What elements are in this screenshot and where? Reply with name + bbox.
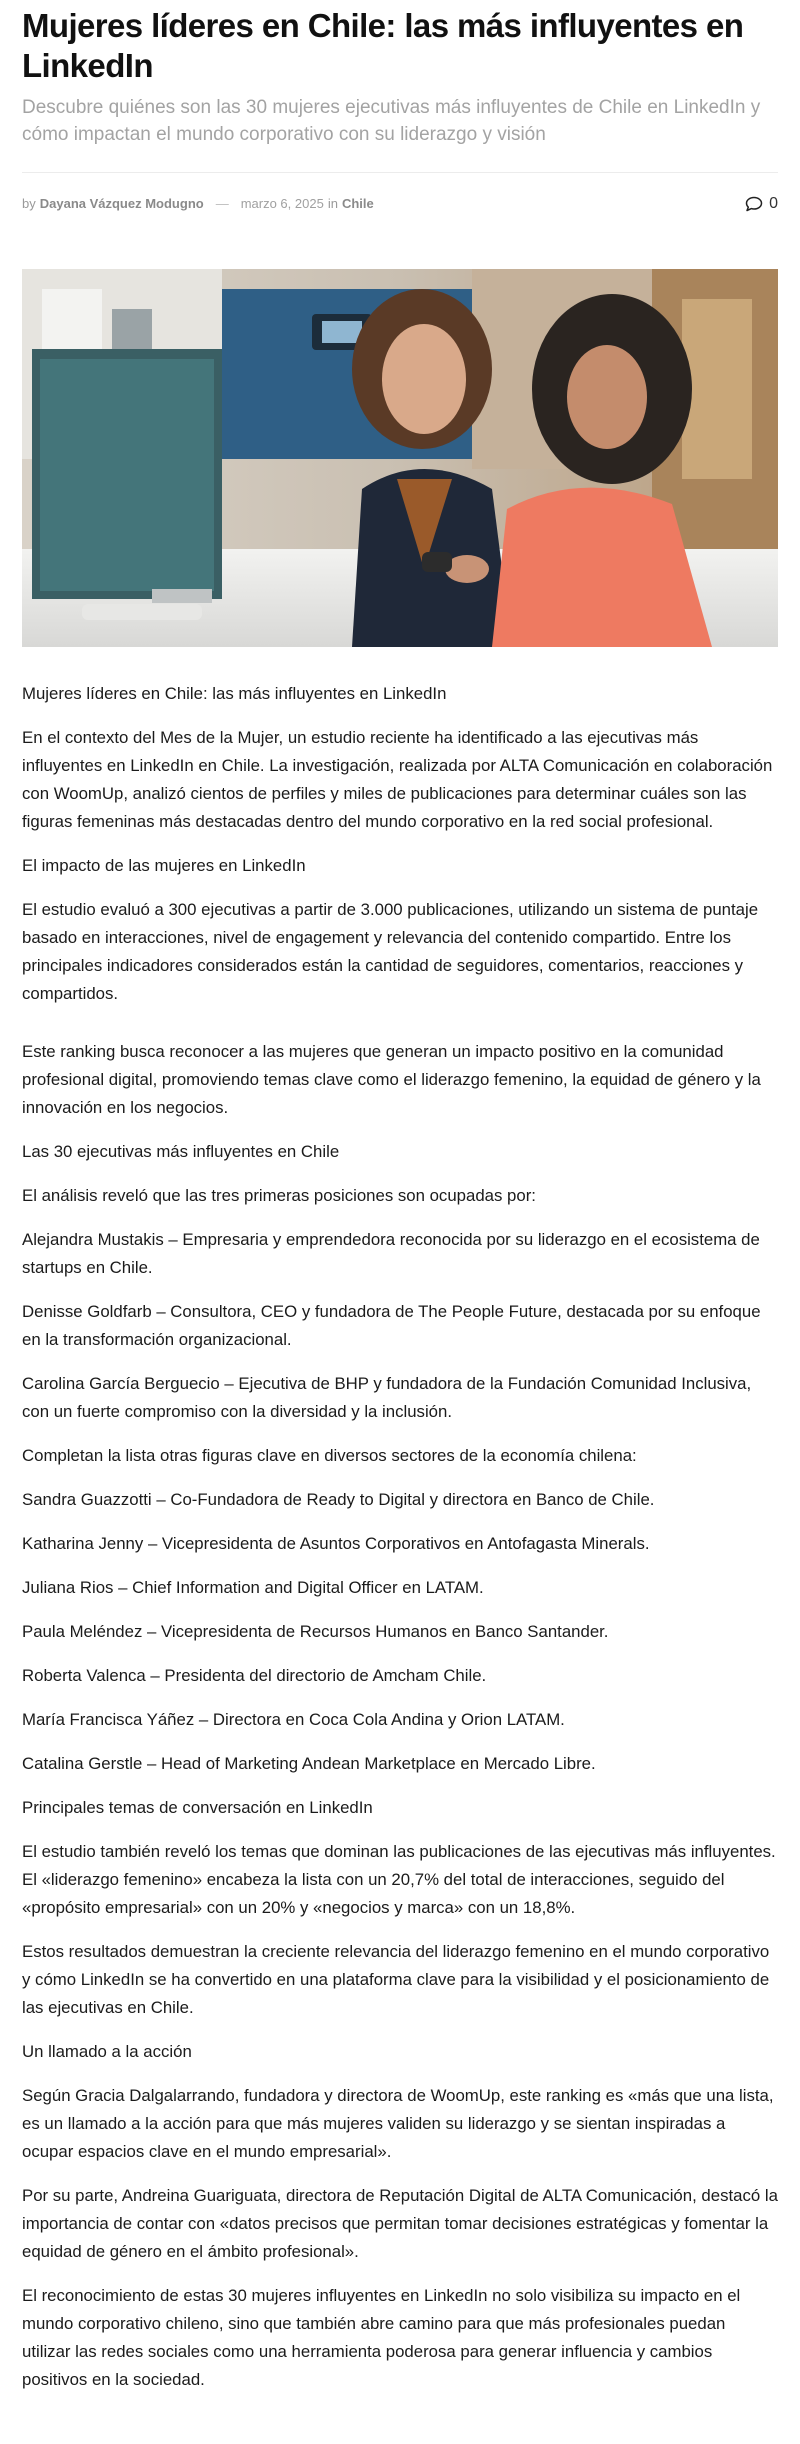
- paragraph: El análisis reveló que las tres primeras posiciones son ocupadas por:: [22, 1186, 536, 1205]
- paragraph: Según Gracia Dalgalarrando, fundadora y directora de WoomUp, este ranking es «más que una lista, es un llamado a la acción para que más mujeres validen su liderazgo y se sientan inspiradas a ocupar espacios clave en el mundo empresarial».: [22, 2086, 774, 2161]
- date-link[interactable]: marzo 6, 2025: [240, 196, 324, 211]
- meta-separator: —: [215, 196, 229, 211]
- paragraph: El reconocimiento de estas 30 mujeres influyentes en LinkedIn no solo visibiliza su impacto en el mundo corporativo chileno, sino que también abre camino para que más profesionales puedan utilizar las redes sociales como una herramienta poderosa para generar influencia y cambios positivos en la sociedad.: [22, 2286, 741, 2389]
- article-image: [22, 269, 778, 647]
- list-item: Katharina Jenny – Vicepresidenta de Asuntos Corporativos en Antofagasta Minerals.: [22, 1534, 650, 1553]
- paragraph: El estudio también reveló los temas que dominan las publicaciones de las ejecutivas más influyentes. El «liderazgo femenino» encabeza la lista con un 20,7% del total de interacciones, seguido del «propósito empresarial» con un 20% y «negocios y marca» con un 18,8%.: [22, 1842, 776, 1917]
- article-meta: [22, 172, 778, 234]
- meta-info: [22, 196, 374, 211]
- paragraph: El estudio evaluó a 300 ejecutivas a partir de 3.000 publicaciones, utilizando un sistema de puntaje basado en interacciones, nivel de engagement y relevancia del contenido compartido. Entre los principales indicadores considerados están la cantidad de seguidores, comentarios, reacciones y compartidos.: [22, 900, 759, 1003]
- list-item: María Francisca Yáñez – Directora en Coca Cola Andina y Orion LATAM.: [22, 1710, 565, 1729]
- comments-link[interactable]: [745, 195, 778, 213]
- list-item: Catalina Gerstle – Head of Marketing Andean Marketplace en Mercado Libre.: [22, 1754, 596, 1773]
- list-item: Carolina García Berguecio – Ejecutiva de BHP y fundadora de la Fundación Comunidad Inclusiva, con un fuerte compromiso con la diversidad y la inclusión.: [22, 1374, 752, 1421]
- paragraph: Estos resultados demuestran la creciente relevancia del liderazgo femenino en el mundo corporativo y cómo LinkedIn se ha convertido en una plataforma clave para la visibilidad y el posicionamiento de las ejecutivas en Chile.: [22, 1942, 770, 2017]
- meta-in: in: [327, 196, 338, 211]
- paragraph: Completan la lista otras figuras clave en diversos sectores de la economía chilena:: [22, 1446, 637, 1465]
- speech-bubble-icon: [745, 196, 763, 212]
- list-item: Sandra Guazzotti – Co-Fundadora de Ready to Digital y directora en Banco de Chile.: [22, 1490, 655, 1509]
- category-link[interactable]: Chile: [341, 196, 374, 211]
- list-item: Roberta Valenca – Presidenta del directorio de Amcham Chile.: [22, 1666, 487, 1685]
- paragraph: Este ranking busca reconocer a las mujeres que generan un impacto positivo en la comunidad profesional digital, promoviendo temas clave como el liderazgo femenino, la equidad de género y la innovación en los negocios.: [22, 1042, 761, 1117]
- paragraph: Por su parte, Andreina Guariguata, directora de Reputación Digital de ALTA Comunicación, destacó la importancia de contar con «datos precisos que permitan tomar decisiones estratégicas y fomentar la equidad de género en el ámbito profesional».: [22, 2186, 778, 2261]
- meta-by: by: [22, 196, 36, 211]
- office-photo: [22, 269, 778, 647]
- article-subtitle: Descubre quiénes son las 30 mujeres ejecutivas más influyentes de Chile en LinkedIn y cómo impactan el mundo corporativo con su liderazgo y visión: [22, 97, 761, 145]
- section-heading: Principales temas de conversación en LinkedIn: [22, 1798, 373, 1817]
- article-body: [22, 680, 778, 2394]
- section-heading: Las 30 ejecutivas más influyentes en Chile: [22, 1142, 340, 1161]
- section-heading: Mujeres líderes en Chile: las más influyentes en LinkedIn: [22, 684, 447, 703]
- comment-count: 0: [769, 194, 778, 212]
- section-heading: Un llamado a la acción: [22, 2042, 192, 2061]
- article-title: Mujeres líderes en Chile: las más influyentes en LinkedIn: [22, 7, 744, 84]
- paragraph: En el contexto del Mes de la Mujer, un estudio reciente ha identificado a las ejecutivas más influyentes en LinkedIn en Chile. La investigación, realizada por ALTA Comunicación en colaboración con WoomUp, analizó cientos de perfiles y miles de publicaciones para determinar cuáles son las figuras femeninas más destacadas dentro del mundo corporativo en la red social profesional.: [22, 728, 773, 831]
- list-item: Denisse Goldfarb – Consultora, CEO y fundadora de The People Future, destacada por su enfoque en la transformación organizacional.: [22, 1302, 761, 1349]
- list-item: Juliana Rios – Chief Information and Digital Officer en LATAM.: [22, 1578, 484, 1597]
- section-heading: El impacto de las mujeres en LinkedIn: [22, 856, 306, 875]
- author-link[interactable]: Dayana Vázquez Modugno: [39, 196, 204, 211]
- list-item: Paula Meléndez – Vicepresidenta de Recursos Humanos en Banco Santander.: [22, 1622, 609, 1641]
- list-item: Alejandra Mustakis – Empresaria y emprendedora reconocida por su liderazgo en el ecosistema de startups en Chile.: [22, 1230, 760, 1277]
